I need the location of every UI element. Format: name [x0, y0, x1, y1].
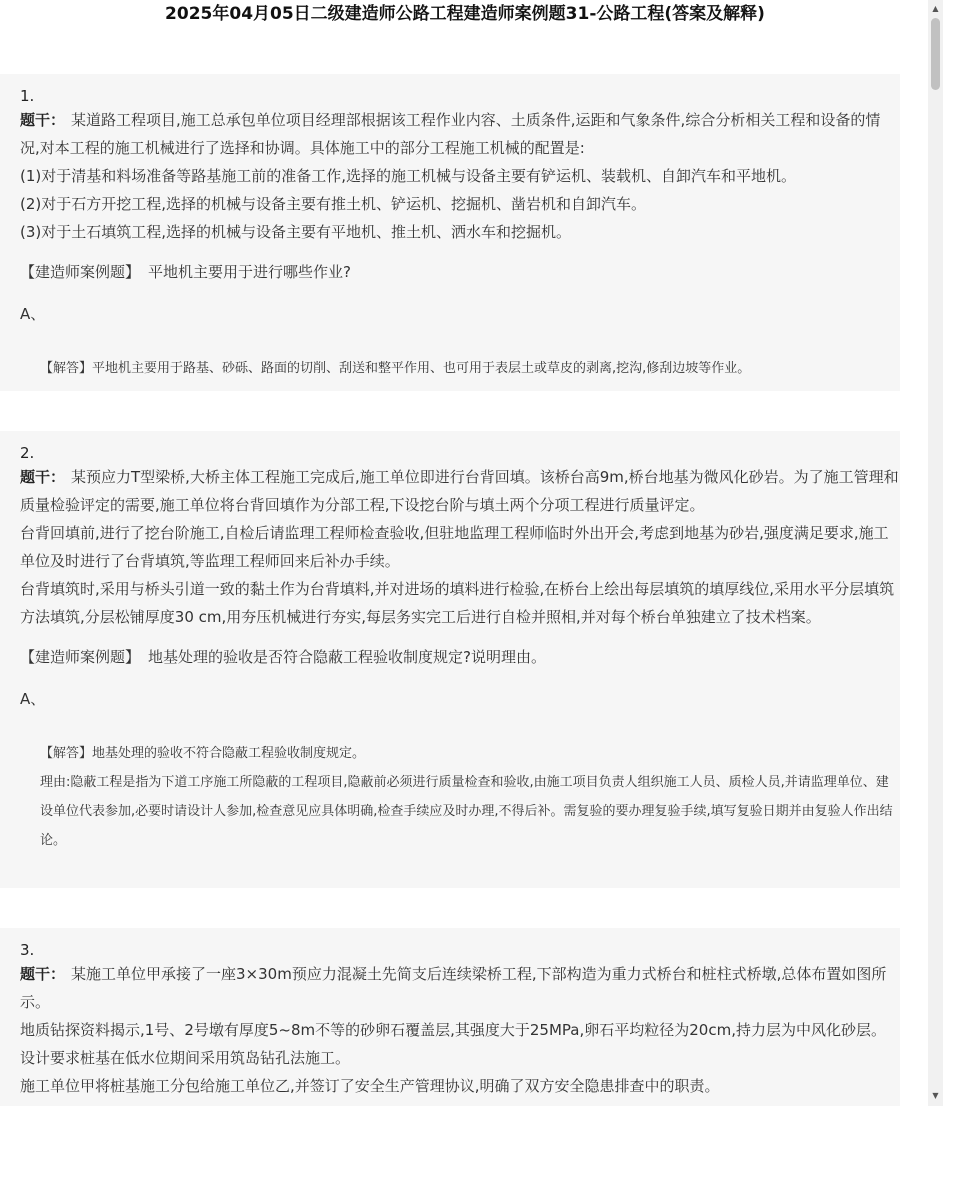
stem-paragraph: 题干： 某施工单位甲承接了一座3×30m预应力混凝土先简支后连续梁桥工程,下部构造为重力式桥台和桩柱式桥墩,总体布置如图所示。 — [20, 965, 887, 1011]
question-label: 【建造师案例题】 — [20, 263, 141, 281]
question-number: 1. — [20, 87, 35, 105]
answer-option-a[interactable]: A、 — [20, 305, 46, 323]
explanation-line: 理由:隐蔽工程是指为下道工序施工所隐蔽的工程项目,隐蔽前必须进行质量检查和验收,由施工项目负责人组织施工人员、质检人员,并请监理单位、建设单位代表参加,必要时请设计人参加,检查意见应具体明确,检查手续应及时办理,不得后补。需复验的要办理复验手续,填写复验日期并由复验人作出结论。 — [40, 775, 893, 848]
question-text: 【建造师案例题】 平地机主要用于进行哪些作业? — [20, 263, 351, 281]
question-number: 2. — [20, 444, 35, 462]
stem-paragraph: 台背回填前,进行了挖台阶施工,自检后请监理工程师检查验收,但驻地监理工程师临时外出开会,考虑到地基为砂岩,强度满足要求,施工单位及时进行了台背填筑,等监理工程师回来后补办手续。 — [20, 524, 889, 570]
question-card-1 — [0, 74, 900, 391]
page-title: 2025年04月05日二级建造师公路工程建造师案例题31-公路工程(答案及解释) — [165, 4, 765, 24]
stem-paragraph: 施工单位甲将桩基施工分包给施工单位乙,并签订了安全生产管理协议,明确了双方安全隐患排查中的职责。 — [20, 1077, 720, 1095]
question-card-2 — [0, 431, 900, 888]
stem-paragraph: 台背填筑时,采用与桥头引道一致的黏土作为台背填料,并对进场的填料进行检验,在桥台上绘出每层填筑的填厚线位,采用水平分层填筑方法填筑,分层松铺厚度30 cm,用夯压机械进行夯实,每层务实完工后进行自检并照相,并对每个桥台单独建立了技术档案。 — [20, 580, 895, 626]
explanation-line: 【解答】平地机主要用于路基、砂砾、路面的切削、刮送和整平作用、也可用于表层土或草皮的剥离,挖沟,修刮边坡等作业。 — [40, 361, 751, 376]
explanation — [40, 739, 900, 855]
stem-paragraph: 地质钻探资料揭示,1号、2号墩有厚度5~8m不等的砂卵石覆盖层,其强度大于25MPa,卵石平均粒径为20cm,持力层为中风化砂层。设计要求桩基在低水位期间采用筑岛钻孔法施工。 — [20, 1021, 886, 1067]
stem-paragraph: (2)对于石方开挖工程,选择的机械与设备主要有推土机、铲运机、挖掘机、凿岩机和自卸汽车。 — [20, 195, 647, 213]
explanation-line: 【解答】地基处理的验收不符合隐蔽工程验收制度规定。 — [40, 746, 366, 761]
answer-option-a[interactable]: A、 — [20, 690, 46, 708]
vertical-scrollbar[interactable] — [928, 0, 943, 1106]
scrollbar-thumb[interactable] — [931, 18, 940, 90]
question-text: 【建造师案例题】 地基处理的验收是否符合隐蔽工程验收制度规定?说明理由。 — [20, 648, 546, 666]
stem-paragraph: (3)对于土石填筑工程,选择的机械与设备主要有平地机、推土机、洒水车和挖掘机。 — [20, 223, 572, 241]
stem-label: 题干： — [20, 468, 66, 486]
stem-paragraph: 题干： 某预应力T型梁桥,大桥主体工程施工完成后,施工单位即进行台背回填。该桥台高9m,桥台地基为微风化砂岩。为了施工管理和质量检验评定的需要,施工单位将台背回填作为分部工程,下设挖台阶与填土两个分项工程进行质量评定。 — [20, 468, 899, 514]
stem-label: 题干： — [20, 111, 66, 129]
stem-paragraph: 题干： 某道路工程项目,施工总承包单位项目经理部根据该工程作业内容、土质条件,运距和气象条件,综合分析相关工程和设备的情况,对本工程的施工机械进行了选择和协调。具体施工中的部分工程施工机械的配置是: — [20, 111, 881, 157]
scroll-down-arrow-icon[interactable]: ▼ — [932, 1091, 939, 1100]
stem-paragraph: (1)对于清基和料场准备等路基施工前的准备工作,选择的施工机械与设备主要有铲运机、装载机、自卸汽车和平地机。 — [20, 167, 797, 185]
explanation — [40, 354, 900, 383]
question-card-3 — [0, 928, 900, 1106]
question-label: 【建造师案例题】 — [20, 648, 141, 666]
question-number: 3. — [20, 941, 35, 959]
stem-label: 题干： — [20, 965, 66, 983]
scroll-up-arrow-icon[interactable]: ▲ — [932, 4, 939, 13]
